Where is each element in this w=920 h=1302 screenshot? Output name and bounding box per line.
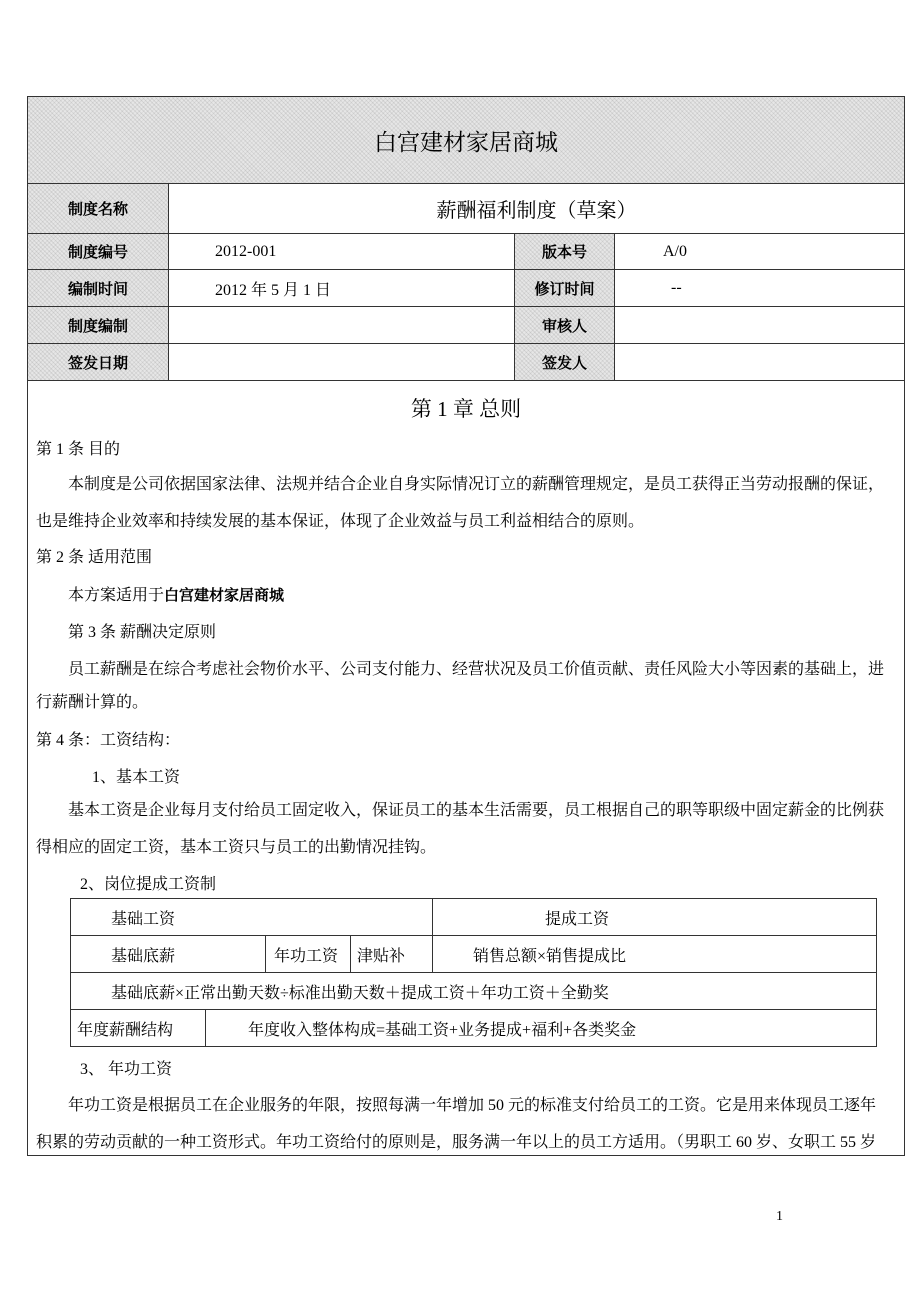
annual-label-cell: 年度薪酬结构 bbox=[70, 1009, 206, 1047]
issue-date-label: 签发日期 bbox=[27, 343, 169, 381]
paragraph: 基本工资是企业每月支付给员工固定收入，保证员工的基本生活需要，员工根据自己的职等职级中固定薪金的比例获 bbox=[68, 802, 885, 819]
paragraph bbox=[68, 582, 284, 605]
commission-formula-cell: 销售总额×销售提成比 bbox=[432, 935, 877, 973]
company-title: 白宫建材家居商城 bbox=[27, 96, 905, 184]
section-2-title: 2、岗位提成工资制 bbox=[80, 876, 217, 893]
base-header: 基础工资 bbox=[70, 898, 433, 936]
version-label: 版本号 bbox=[514, 233, 615, 270]
allowance-cell: 津贴补 bbox=[350, 935, 433, 973]
page-number: 1 bbox=[776, 1209, 783, 1224]
reviewer-value bbox=[614, 306, 905, 344]
scope-prefix: 本方案适用于 bbox=[68, 587, 165, 604]
paragraph: 本制度是公司依据国家法律、法规并结合企业自身实际情况订立的薪酬管理规定，是员工获得正当劳动报酬的保证， bbox=[68, 476, 885, 493]
commission-header: 提成工资 bbox=[432, 898, 877, 936]
article-1-title: 第 1 条 目的 bbox=[36, 441, 121, 458]
reviewer-label: 审核人 bbox=[514, 306, 615, 344]
article-3-title: 第 3 条 薪酬决定原则 bbox=[68, 624, 217, 641]
annual-value-cell: 年度收入整体构成=基础工资+业务提成+福利+各类奖金 bbox=[205, 1009, 877, 1047]
paragraph: 员工薪酬是在综合考虑社会物价水平、公司支付能力、经营状况及员工价值贡献、责任风险大小等因素的基础上，进 bbox=[68, 661, 885, 678]
seniority-cell: 年功工资 bbox=[265, 935, 351, 973]
revise-value: -- bbox=[614, 269, 905, 307]
paragraph: 年功工资是根据员工在企业服务的年限，按照每满一年增加 50 元的标准支付给员工的工资。它是用来体现员工逐年 bbox=[68, 1097, 877, 1114]
revise-label: 修订时间 bbox=[514, 269, 615, 307]
number-label: 制度编号 bbox=[27, 233, 169, 270]
author-value bbox=[168, 306, 515, 344]
paragraph: 积累的劳动贡献的一种工资形式。年功工资给付的原则是，服务满一年以上的员工方适用。（男职工 60 岁、女职工 55 岁 bbox=[36, 1134, 877, 1151]
version-value: A/0 bbox=[614, 233, 905, 270]
author-label: 制度编制 bbox=[27, 306, 169, 344]
issuer-label: 签发人 bbox=[514, 343, 615, 381]
paragraph: 行薪酬计算的。 bbox=[36, 694, 149, 711]
name-value: 薪酬福利制度（草案） bbox=[168, 183, 905, 234]
date-value: 2012 年 5 月 1 日 bbox=[168, 269, 515, 307]
issuer-value bbox=[614, 343, 905, 381]
number-value: 2012-001 bbox=[168, 233, 515, 270]
section-1-title: 1、基本工资 bbox=[92, 769, 181, 786]
chapter-heading: 第 1 章 总则 bbox=[410, 397, 522, 421]
name-label: 制度名称 bbox=[27, 183, 169, 234]
section-3-title: 3、 年功工资 bbox=[80, 1061, 173, 1078]
article-4-title: 第 4 条：工资结构： bbox=[36, 732, 181, 749]
paragraph: 得相应的固定工资，基本工资只与员工的出勤情况挂钩。 bbox=[36, 839, 437, 856]
date-label: 编制时间 bbox=[27, 269, 169, 307]
issue-date-value bbox=[168, 343, 515, 381]
salary-formula-cell: 基础底薪×正常出勤天数÷标准出勤天数＋提成工资＋年功工资＋全勤奖 bbox=[70, 972, 877, 1010]
paragraph: 也是维持企业效率和持续发展的基本保证，体现了企业效益与员工利益相结合的原则。 bbox=[36, 513, 645, 530]
article-2-title: 第 2 条 适用范围 bbox=[36, 549, 153, 566]
scope-company: 白宫建材家居商城 bbox=[164, 586, 285, 604]
base-salary-cell: 基础底薪 bbox=[70, 935, 266, 973]
